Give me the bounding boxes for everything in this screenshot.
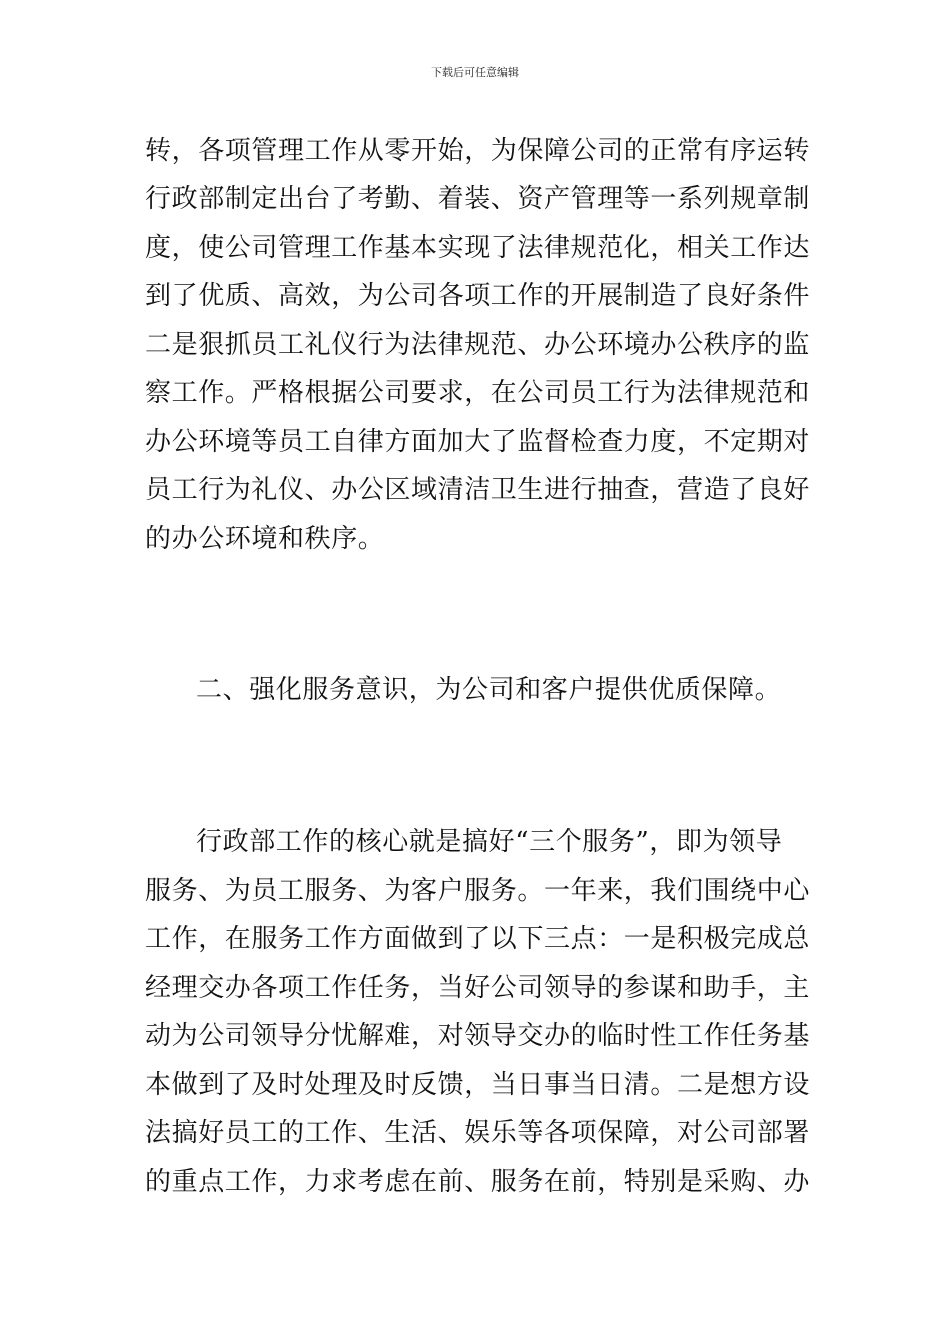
- paragraph-line: 办公环境等员工自律方面加大了监督检查力度，不定期对: [145, 427, 811, 457]
- paragraph-line: 转，各项管理工作从零开始，为保障公司的正常有序运转: [145, 136, 811, 166]
- paragraph-line: 行政部制定出台了考勤、着装、资产管理等一系列规章制: [145, 184, 811, 214]
- paragraph-line: 行政部工作的核心就是搞好“三个服务”，即为领导: [196, 827, 783, 857]
- paragraph-line: 经理交办各项工作任务，当好公司领导的参谋和助手，主: [145, 973, 811, 1003]
- paragraph-line: 察工作。严格根据公司要求，在公司员工行为法律规范和: [145, 378, 811, 408]
- paragraph-line: 的办公环境和秩序。: [145, 524, 385, 554]
- paragraph-line: 度，使公司管理工作基本实现了法律规范化，相关工作达: [145, 233, 811, 263]
- paragraph-line: 服务、为员工服务、为客户服务。一年来，我们围绕中心: [145, 876, 811, 906]
- paragraph-line: 法搞好员工的工作、生活、娱乐等各项保障，对公司部署: [145, 1118, 811, 1148]
- paragraph-line: 的重点工作，力求考虑在前、服务在前，特别是采购、办: [145, 1167, 811, 1197]
- page-header-note: 下载后可任意编辑: [431, 66, 519, 79]
- paragraph-line: 工作，在服务工作方面做到了以下三点：一是积极完成总: [145, 924, 811, 954]
- section-heading: 二、强化服务意识，为公司和客户提供优质保障。: [196, 675, 782, 705]
- paragraph-line: 员工行为礼仪、办公区域清洁卫生进行抽查，营造了良好: [145, 475, 811, 505]
- paragraph-line: 到了优质、高效，为公司各项工作的开展制造了良好条件: [145, 281, 811, 311]
- paragraph-line: 动为公司领导分忧解难，对领导交办的临时性工作任务基: [145, 1021, 811, 1051]
- paragraph-line: 二是狠抓员工礼仪行为法律规范、办公环境办公秩序的监: [145, 330, 811, 360]
- paragraph-line: 本做到了及时处理及时反馈，当日事当日清。二是想方设: [145, 1070, 811, 1100]
